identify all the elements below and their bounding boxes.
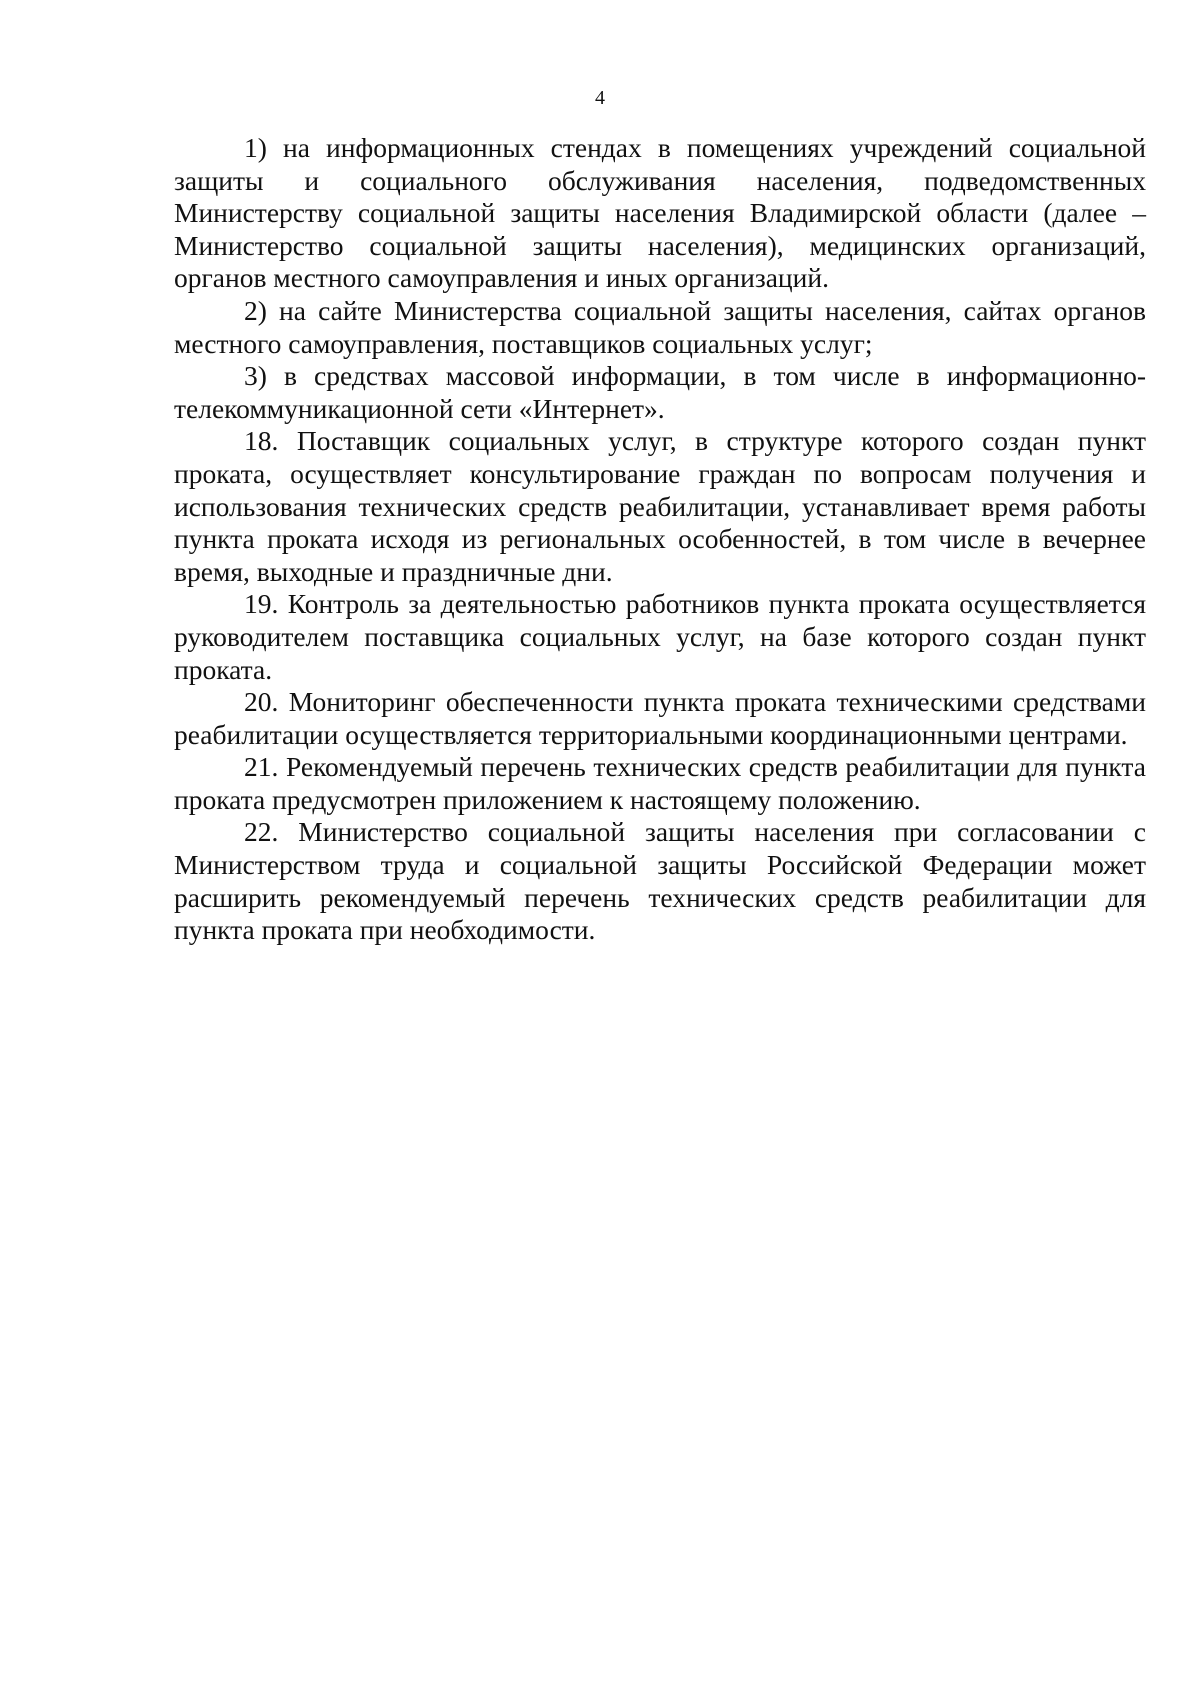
paragraph-18: 18. Поставщик социальных услуг, в структуре которого создан пункт проката, осуществляет консультирование граждан по вопросам получения и использования технических средств реабилитации, устанавливает время работы пункта проката исходя из региональных особенностей, в том числе в вечернее время, выходные и праздничные дни.	[174, 425, 1146, 587]
paragraph-19: 19. Контроль за деятельностью работников пункта проката осуществляется руководителем поставщика социальных услуг, на базе которого создан пункт проката.	[174, 588, 1146, 685]
paragraph-22: 22. Министерство социальной защиты населения при согласовании с Министерством труда и социальной защиты Российской Федерации может расширить рекомендуемый перечень технических средств реабилитации для пункта проката при необходимости.	[174, 816, 1146, 946]
document-body	[174, 132, 1146, 947]
page-number: 4	[595, 87, 605, 109]
paragraph-1: 1) на информационных стендах в помещениях учреждений социальной защиты и социального обслуживания населения, подведомственных Министерству социальной защиты населения Владимирской области (далее – Министерство социальной защиты населения), медицинских организаций, органов местного самоуправления и иных организаций.	[174, 132, 1146, 294]
paragraph-3: 3) в средствах массовой информации, в том числе в информационно-телекоммуникационной сети «Интернет».	[174, 360, 1146, 424]
paragraph-2: 2) на сайте Министерства социальной защиты населения, сайтах органов местного самоуправления, поставщиков социальных услуг;	[174, 294, 1146, 359]
paragraph-20: 20. Мониторинг обеспеченности пункта проката техническими средствами реабилитации осуществляется территориальными координационными центрами.	[174, 686, 1146, 750]
paragraph-21: 21. Рекомендуемый перечень технических средств реабилитации для пункта проката предусмотрен приложением к настоящему положению.	[174, 751, 1146, 815]
